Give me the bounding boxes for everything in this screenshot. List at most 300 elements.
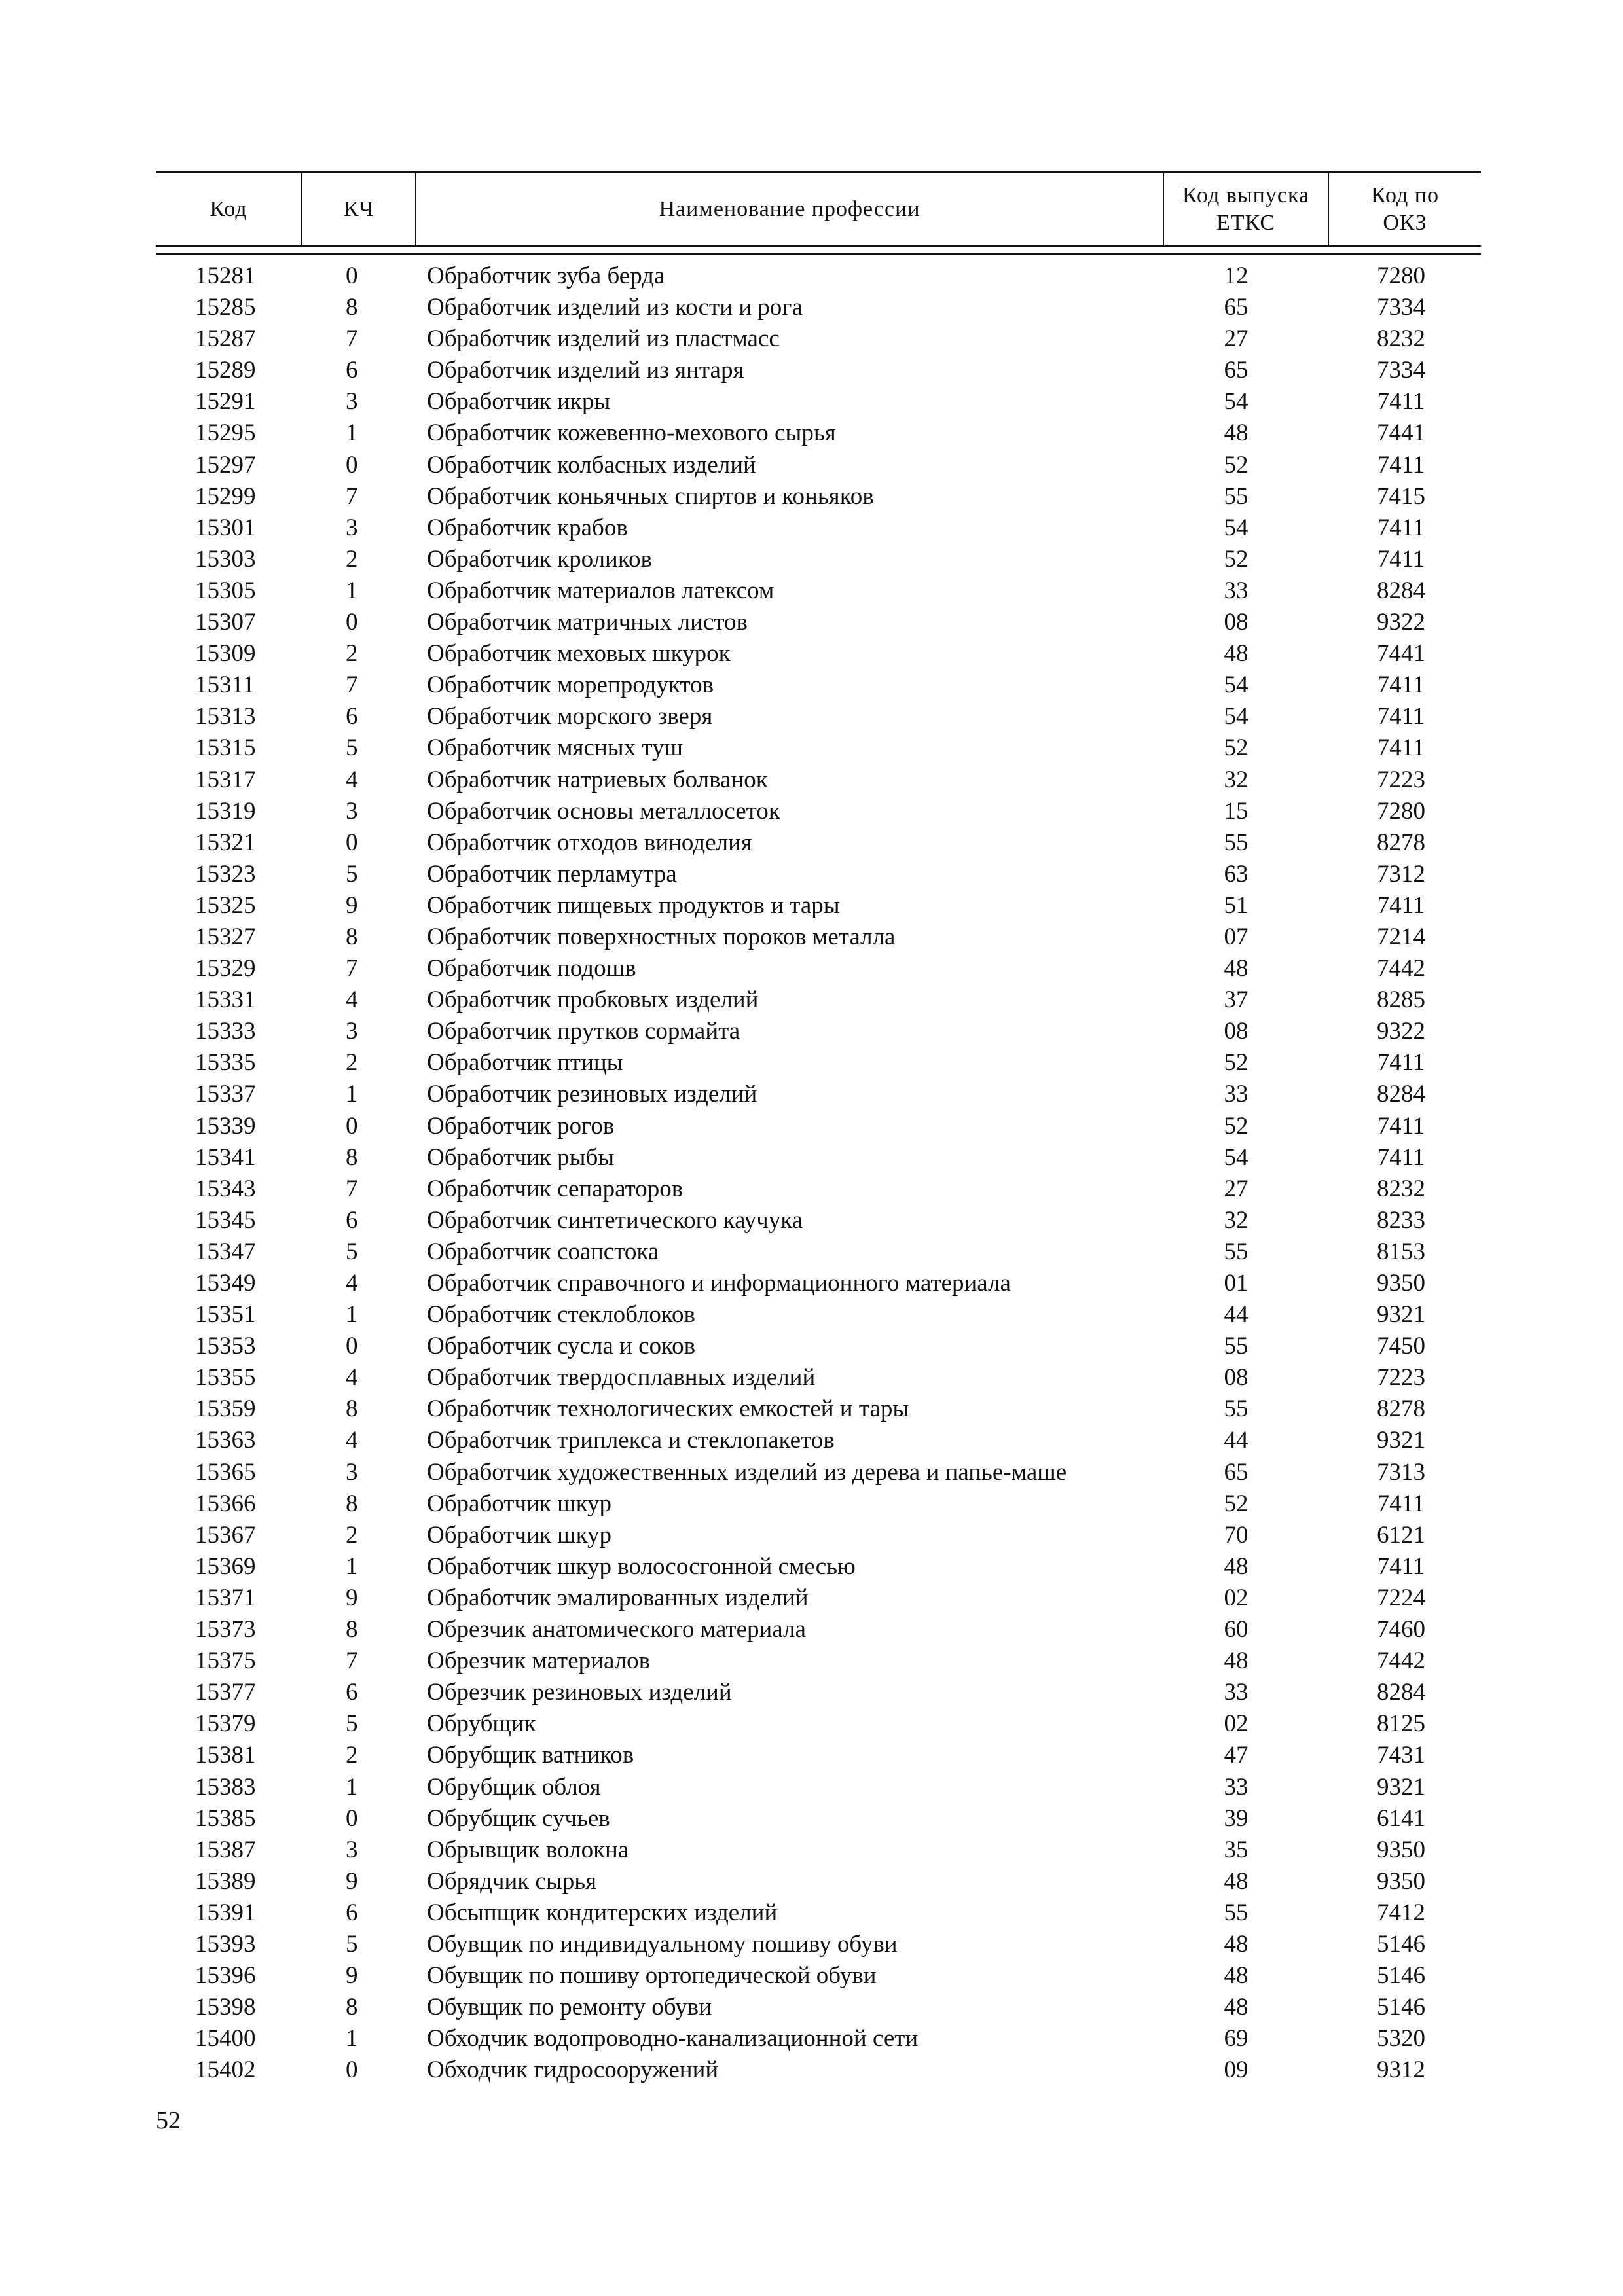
table-row [156,450,1481,481]
cell-kch: 1 [346,1081,358,1108]
cell-etks-code: 08 [1224,609,1249,636]
cell-code: 15383 [195,1773,256,1801]
cell-etks-code: 44 [1224,1301,1249,1329]
cell-etks-code: 37 [1224,986,1249,1014]
cell-profession-name: Обработчик триплекса и стеклопакетов [427,1427,835,1454]
table-row [156,1047,1481,1079]
cell-code: 15363 [195,1427,256,1454]
cell-code: 15393 [195,1930,256,1958]
cell-etks-code: 69 [1224,2025,1249,2053]
cell-profession-name: Обработчик коньячных спиртов и коньяков [427,482,874,510]
cell-okz-code: 7411 [1377,1490,1425,1517]
cell-kch: 0 [346,1112,358,1139]
cell-etks-code: 55 [1224,829,1249,856]
cell-kch: 0 [346,609,358,636]
cell-etks-code: 55 [1224,1333,1249,1360]
cell-okz-code: 9350 [1377,1867,1425,1895]
table-row [156,1236,1481,1268]
cell-okz-code: 7460 [1377,1616,1425,1643]
cell-code: 15371 [195,1584,256,1611]
cell-etks-code: 63 [1224,860,1249,888]
cell-kch: 3 [346,1836,358,1863]
cell-etks-code: 60 [1224,1616,1249,1643]
cell-okz-code: 7411 [1377,672,1425,699]
cell-okz-code: 8278 [1377,829,1425,856]
cell-code: 15289 [195,357,256,384]
cell-profession-name: Обработчик натриевых болванок [427,766,768,793]
cell-kch: 5 [346,860,358,888]
header-double-rule [156,245,1481,255]
cell-etks-code: 02 [1224,1710,1249,1738]
cell-profession-name: Обработчик птицы [427,1049,623,1077]
table-row [156,607,1481,638]
cell-profession-name: Обходчик гидросооружений [427,2056,719,2084]
cell-profession-name: Обувщик по пошиву ортопедической обуви [427,1962,877,1990]
cell-etks-code: 52 [1224,1049,1249,1077]
table-row [156,292,1481,323]
cell-profession-name: Обработчик пробковых изделий [427,986,759,1014]
cell-kch: 3 [346,1458,358,1486]
cell-etks-code: 54 [1224,514,1249,541]
cell-kch: 5 [346,1238,358,1265]
cell-kch: 9 [346,891,358,919]
table-row [156,575,1481,607]
cell-kch: 8 [346,1616,358,1643]
cell-kch: 1 [346,420,358,447]
cell-kch: 8 [346,923,358,950]
cell-code: 15287 [195,325,256,353]
cell-code: 15387 [195,1836,256,1863]
table-row [156,544,1481,575]
cell-okz-code: 7224 [1377,1584,1425,1611]
cell-kch: 1 [346,1773,358,1801]
header-kch: КЧ [343,197,374,221]
cell-kch: 6 [346,1206,358,1234]
cell-code: 15319 [195,797,256,825]
cell-okz-code: 8233 [1377,1206,1425,1234]
cell-etks-code: 48 [1224,1647,1249,1675]
cell-okz-code: 7411 [1377,703,1425,730]
cell-code: 15281 [195,262,256,289]
cell-etks-code: 52 [1224,451,1249,478]
cell-profession-name: Обработчик пищевых продуктов и тары [427,891,840,919]
cell-okz-code: 7280 [1377,262,1425,289]
cell-code: 15321 [195,829,256,856]
cell-profession-name: Обувщик по индивидуальному пошиву обуви [427,1930,898,1958]
cell-profession-name: Обработчик технологических емкостей и тары [427,1395,909,1423]
cell-kch: 9 [346,1962,358,1990]
table-row [156,1803,1481,1835]
cell-code: 15359 [195,1395,256,1423]
cell-profession-name: Обработчик эмалированных изделий [427,1584,809,1611]
cell-kch: 1 [346,2025,358,2053]
cell-kch: 0 [346,2056,358,2084]
table-row [156,1425,1481,1456]
cell-okz-code: 9321 [1377,1301,1425,1329]
cell-okz-code: 7334 [1377,294,1425,321]
cell-okz-code: 7223 [1377,1364,1425,1391]
cell-code: 15325 [195,891,256,919]
cell-okz-code: 8285 [1377,986,1425,1014]
cell-kch: 0 [346,1804,358,1832]
cell-etks-code: 54 [1224,1143,1249,1171]
cell-etks-code: 54 [1224,672,1249,699]
cell-code: 15309 [195,640,256,668]
cell-code: 15343 [195,1175,256,1202]
table-row [156,1583,1481,1614]
cell-etks-code: 48 [1224,1994,1249,2021]
cell-code: 15311 [195,672,255,699]
cell-kch: 3 [346,388,358,416]
cell-code: 15297 [195,451,256,478]
cell-profession-name: Обрубщик [427,1710,536,1738]
table-row [156,1866,1481,1897]
cell-profession-name: Обработчик прутков сормайта [427,1018,740,1045]
cell-etks-code: 27 [1224,325,1249,353]
cell-profession-name: Обработчик зуба берда [427,262,665,289]
cell-profession-name: Обрезчик анатомического материала [427,1616,806,1643]
cell-code: 15349 [195,1270,256,1297]
cell-etks-code: 33 [1224,1773,1249,1801]
table-row [156,984,1481,1016]
cell-code: 15345 [195,1206,256,1234]
cell-kch: 4 [346,1270,358,1297]
cell-code: 15291 [195,388,256,416]
cell-kch: 0 [346,451,358,478]
table-row [156,1708,1481,1740]
cell-profession-name: Обработчик матричных листов [427,609,748,636]
cell-code: 15389 [195,1867,256,1895]
cell-etks-code: 09 [1224,2056,1249,2084]
cell-kch: 5 [346,1710,358,1738]
cell-profession-name: Обработчик шкур волососгонной смесью [427,1552,856,1580]
cell-okz-code: 7431 [1377,1742,1425,1769]
cell-profession-name: Обрезчик резиновых изделий [427,1679,732,1706]
cell-code: 15373 [195,1616,256,1643]
cell-profession-name: Обработчик изделий из кости и рога [427,294,803,321]
table-row [156,260,1481,292]
cell-etks-code: 48 [1224,1552,1249,1580]
cell-kch: 6 [346,1899,358,1926]
cell-etks-code: 33 [1224,577,1249,604]
cell-etks-code: 55 [1224,1899,1249,1926]
table-row [156,732,1481,764]
table-row [156,1331,1481,1362]
cell-okz-code: 7334 [1377,357,1425,384]
cell-etks-code: 48 [1224,640,1249,668]
table-row [156,1393,1481,1425]
cell-etks-code: 32 [1224,1206,1249,1234]
table-row [156,1268,1481,1299]
cell-profession-name: Обработчик меховых шкурок [427,640,731,668]
cell-kch: 4 [346,1427,358,1454]
cell-etks-code: 08 [1224,1018,1249,1045]
cell-etks-code: 65 [1224,1458,1249,1486]
table-row [156,764,1481,796]
cell-kch: 8 [346,1395,358,1423]
cell-kch: 4 [346,1364,358,1391]
cell-okz-code: 9322 [1377,1018,1425,1045]
cell-etks-code: 44 [1224,1427,1249,1454]
cell-okz-code: 6121 [1377,1521,1425,1549]
cell-code: 15391 [195,1899,256,1926]
cell-profession-name: Обработчик икры [427,388,611,416]
cell-kch: 1 [346,577,358,604]
cell-okz-code: 5320 [1377,2025,1425,2053]
cell-profession-name: Обработчик резиновых изделий [427,1081,757,1108]
table-row [156,355,1481,386]
cell-okz-code: 8125 [1377,1710,1425,1738]
cell-kch: 2 [346,1521,358,1549]
table-row [156,481,1481,512]
cell-okz-code: 5146 [1377,1962,1425,1990]
table-row [156,1897,1481,1929]
cell-okz-code: 5146 [1377,1930,1425,1958]
table-row [156,1740,1481,1771]
cell-code: 15305 [195,577,256,604]
table-row [156,1488,1481,1520]
table-row [156,638,1481,670]
cell-profession-name: Обработчик мясных туш [427,734,684,762]
cell-okz-code: 7411 [1377,514,1425,541]
cell-okz-code: 9321 [1377,1427,1425,1454]
cell-profession-name: Обработчик кроликов [427,545,652,573]
cell-okz-code: 5146 [1377,1994,1425,2021]
cell-okz-code: 8284 [1377,1679,1425,1706]
cell-kch: 7 [346,672,358,699]
cell-profession-name: Обработчик изделий из пластмасс [427,325,780,353]
table-row [156,1551,1481,1583]
cell-etks-code: 48 [1224,955,1249,982]
cell-code: 15400 [195,2025,256,2053]
table-row [156,1835,1481,1866]
table-row [156,922,1481,953]
cell-kch: 6 [346,357,358,384]
cell-kch: 7 [346,325,358,353]
cell-etks-code: 55 [1224,1395,1249,1423]
cell-etks-code: 47 [1224,1742,1249,1769]
table-row [156,386,1481,418]
cell-okz-code: 9321 [1377,1773,1425,1801]
cell-okz-code: 7415 [1377,482,1425,510]
cell-kch: 9 [346,1584,358,1611]
cell-okz-code: 7214 [1377,923,1425,950]
cell-okz-code: 9312 [1377,2056,1425,2084]
cell-okz-code: 7442 [1377,1647,1425,1675]
cell-profession-name: Обработчик стеклоблоков [427,1301,695,1329]
cell-okz-code: 8284 [1377,1081,1425,1108]
cell-code: 15351 [195,1301,256,1329]
cell-okz-code: 7441 [1377,640,1425,668]
cell-profession-name: Обработчик крабов [427,514,628,541]
cell-profession-name: Обрубщик сучьев [427,1804,610,1832]
table-row [156,1520,1481,1551]
cell-etks-code: 02 [1224,1584,1249,1611]
cell-okz-code: 7223 [1377,766,1425,793]
cell-code: 15307 [195,609,256,636]
cell-kch: 3 [346,797,358,825]
cell-etks-code: 52 [1224,545,1249,573]
cell-kch: 8 [346,1994,358,2021]
table-row [156,1992,1481,2023]
cell-etks-code: 48 [1224,1962,1249,1990]
cell-code: 15285 [195,294,256,321]
cell-profession-name: Обработчик морепродуктов [427,672,714,699]
cell-okz-code: 7411 [1377,1049,1425,1077]
cell-kch: 2 [346,640,358,668]
cell-code: 15385 [195,1804,256,1832]
cell-profession-name: Обрубщик облоя [427,1773,601,1801]
cell-code: 15402 [195,2056,256,2084]
cell-etks-code: 51 [1224,891,1249,919]
table-row [156,701,1481,732]
cell-etks-code: 39 [1224,1804,1249,1832]
table-row [156,1677,1481,1708]
cell-profession-name: Обработчик подошв [427,955,636,982]
cell-code: 15299 [195,482,256,510]
cell-kch: 7 [346,1175,358,1202]
table-row [156,1016,1481,1047]
cell-kch: 5 [346,1930,358,1958]
cell-okz-code: 8153 [1377,1238,1425,1265]
cell-etks-code: 48 [1224,1930,1249,1958]
table-row [156,1614,1481,1645]
table-row [156,512,1481,544]
cell-kch: 9 [346,1867,358,1895]
cell-code: 15353 [195,1333,256,1360]
cell-okz-code: 8284 [1377,577,1425,604]
cell-etks-code: 48 [1224,1867,1249,1895]
table-body [156,260,1481,2086]
cell-code: 15329 [195,955,256,982]
cell-okz-code: 7411 [1377,1112,1425,1139]
cell-etks-code: 01 [1224,1270,1249,1297]
cell-profession-name: Обрывщик волокна [427,1836,629,1863]
cell-code: 15315 [195,734,256,762]
cell-okz-code: 7411 [1377,734,1425,762]
cell-code: 15366 [195,1490,256,1517]
cell-etks-code: 52 [1224,734,1249,762]
cell-code: 15377 [195,1679,256,1706]
cell-etks-code: 65 [1224,357,1249,384]
cell-code: 15375 [195,1647,256,1675]
cell-code: 15396 [195,1962,256,1990]
cell-code: 15323 [195,860,256,888]
cell-code: 15337 [195,1081,256,1108]
cell-kch: 2 [346,545,358,573]
cell-okz-code: 7411 [1377,1552,1425,1580]
table-row [156,1142,1481,1174]
cell-kch: 6 [346,1679,358,1706]
cell-profession-name: Обсыпщик кондитерских изделий [427,1899,778,1926]
cell-okz-code: 7411 [1377,891,1425,919]
cell-etks-code: 08 [1224,1364,1249,1391]
cell-profession-name: Обработчик художественных изделий из дерева и папье-маше [427,1458,1067,1486]
cell-kch: 1 [346,1552,358,1580]
cell-code: 15365 [195,1458,256,1486]
cell-kch: 8 [346,1143,358,1171]
table-row [156,1174,1481,1205]
cell-okz-code: 9350 [1377,1270,1425,1297]
cell-profession-name: Обрубщик ватников [427,1742,634,1769]
cell-code: 15398 [195,1994,256,2021]
cell-kch: 2 [346,1742,358,1769]
cell-code: 15331 [195,986,256,1014]
cell-profession-name: Обработчик рыбы [427,1143,615,1171]
table-row [156,1111,1481,1142]
cell-profession-name: Обработчик изделий из янтаря [427,357,744,384]
cell-etks-code: 55 [1224,482,1249,510]
cell-okz-code: 7411 [1377,545,1425,573]
cell-profession-name: Обработчик основы металлосеток [427,797,780,825]
cell-code: 15347 [195,1238,256,1265]
cell-etks-code: 32 [1224,766,1249,793]
cell-kch: 2 [346,1049,358,1077]
cell-code: 15379 [195,1710,256,1738]
cell-profession-name: Обходчик водопроводно-канализационной сети [427,2025,919,2053]
header-etks-code: Код выпуска ЕТКС [1182,183,1310,235]
cell-okz-code: 7441 [1377,420,1425,447]
cell-etks-code: 52 [1224,1112,1249,1139]
cell-profession-name: Обработчик поверхностных пороков металла [427,923,896,950]
cell-etks-code: 33 [1224,1679,1249,1706]
cell-code: 15355 [195,1364,256,1391]
cell-okz-code: 7313 [1377,1458,1425,1486]
table-row [156,1457,1481,1488]
cell-okz-code: 6141 [1377,1804,1425,1832]
cell-okz-code: 9350 [1377,1836,1425,1863]
table-row [156,1772,1481,1803]
cell-etks-code: 54 [1224,703,1249,730]
cell-kch: 0 [346,262,358,289]
table-row [156,796,1481,827]
cell-profession-name: Обработчик соапстока [427,1238,659,1265]
cell-kch: 7 [346,1647,358,1675]
cell-profession-name: Обрезчик материалов [427,1647,651,1675]
table-row [156,1929,1481,1960]
cell-code: 15381 [195,1742,256,1769]
cell-kch: 3 [346,514,358,541]
cell-kch: 8 [346,294,358,321]
cell-profession-name: Обработчик кожевенно-мехового сырья [427,420,836,447]
cell-etks-code: 12 [1224,262,1249,289]
cell-code: 15313 [195,703,256,730]
cell-kch: 0 [346,1333,358,1360]
cell-code: 15295 [195,420,256,447]
cell-code: 15303 [195,545,256,573]
cell-okz-code: 8232 [1377,325,1425,353]
cell-kch: 6 [346,703,358,730]
cell-okz-code: 8278 [1377,1395,1425,1423]
table-row [156,2054,1481,2086]
cell-code: 15301 [195,514,256,541]
table-row [156,1205,1481,1236]
cell-code: 15341 [195,1143,256,1171]
cell-profession-name: Обработчик перламутра [427,860,677,888]
cell-profession-name: Обрядчик сырья [427,1867,597,1895]
cell-kch: 7 [346,955,358,982]
cell-code: 15327 [195,923,256,950]
cell-okz-code: 7411 [1377,1143,1425,1171]
cell-etks-code: 35 [1224,1836,1249,1863]
cell-profession-name: Обработчик сусла и соков [427,1333,696,1360]
cell-profession-name: Обработчик рогов [427,1112,615,1139]
cell-etks-code: 55 [1224,1238,1249,1265]
table-row [156,418,1481,449]
cell-okz-code: 8232 [1377,1175,1425,1202]
cell-etks-code: 15 [1224,797,1249,825]
table-row [156,323,1481,355]
